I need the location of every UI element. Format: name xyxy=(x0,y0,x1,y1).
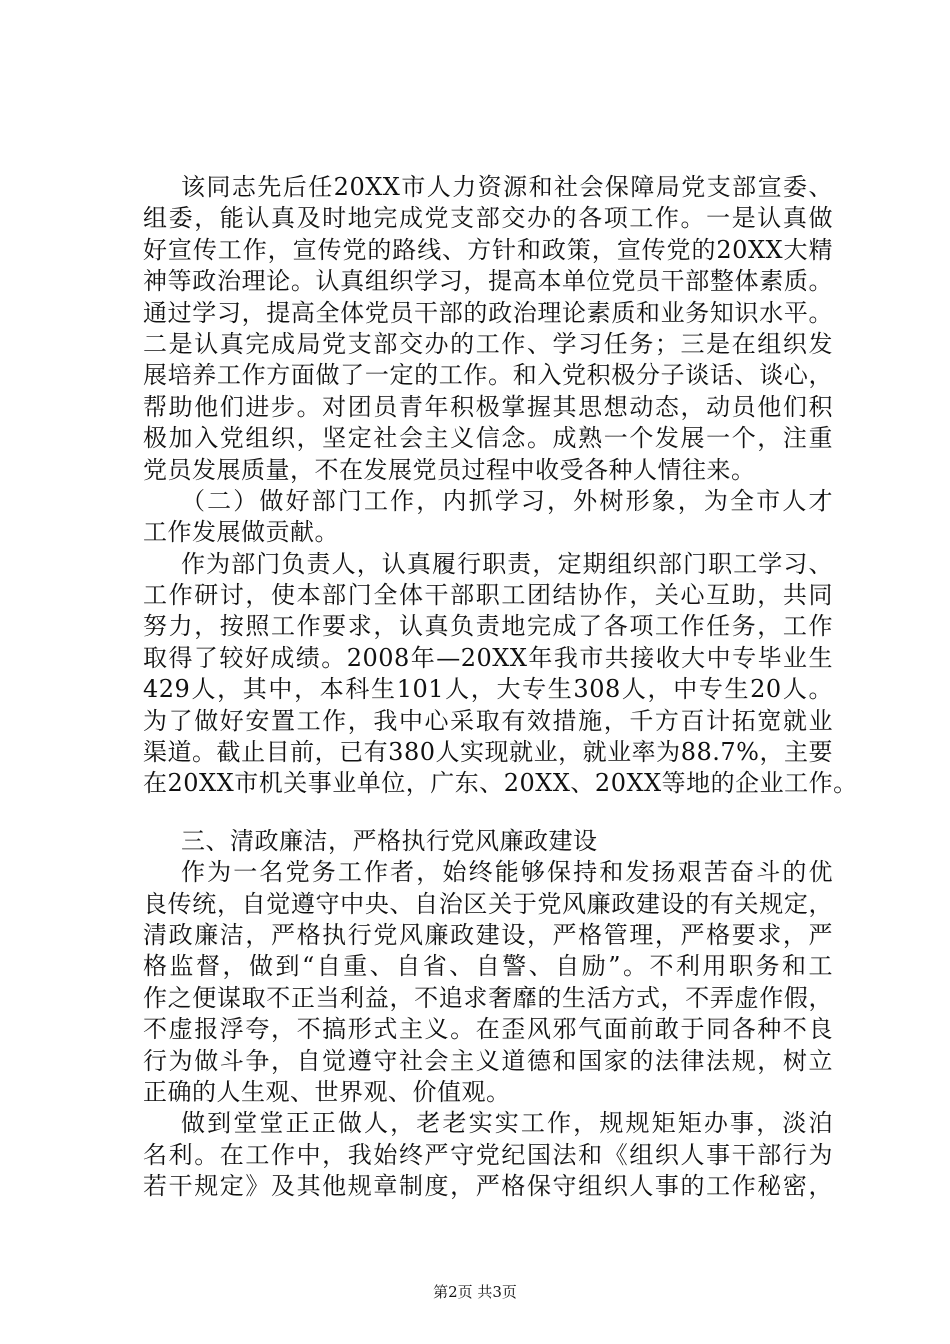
paragraph-2-line-6: 为了做好安置工作，我中心采取有效措施，千方百计拓宽就业 xyxy=(143,706,833,735)
paragraph-4-line-1: 做到堂堂正正做人，老老实实工作，规规矩矩办事，淡泊 xyxy=(181,1109,833,1138)
paragraph-1-line-4: 神等政治理论。认真组织学习，提高本单位党员干部整体素质。 xyxy=(143,267,833,296)
paragraph-2-line-4: 取得了较好成绩。2008年—20XX年我市共接收大中专毕业生 xyxy=(143,643,833,672)
paragraph-1-line-1: 该同志先后任20XX市人力资源和社会保障局党支部宣委、 xyxy=(181,173,833,201)
paragraph-2-line-5: 429人，其中，本科生101人，大专生308人，中专生20人。 xyxy=(143,675,833,704)
paragraph-1-line-6: 二是认真完成局党支部交办的工作、学习任务；三是在组织发 xyxy=(143,329,833,358)
paragraph-1-line-3: 好宣传工作，宣传党的路线、方针和政策，宣传党的20XX大精 xyxy=(143,235,833,264)
paragraph-4-line-2: 名利。在工作中，我始终严守党纪国法和《组织人事干部行为 xyxy=(143,1140,833,1169)
section-heading-3: 三、清政廉洁，严格执行党风廉政建设 xyxy=(181,826,598,855)
paragraph-2-line-2: 工作研讨，使本部门全体干部职工团结协作，关心互助，共同 xyxy=(143,581,833,610)
paragraph-3-line-5: 作之便谋取不正当利益，不追求奢靡的生活方式，不弄虚作假， xyxy=(143,983,833,1012)
paragraph-1-line-10: 党员发展质量，不在发展党员过程中收受各种人情往来。 xyxy=(143,455,756,484)
paragraph-3-line-1: 作为一名党务工作者，始终能够保持和发扬艰苦奋斗的优 xyxy=(181,858,833,887)
paragraph-3-line-7: 行为做斗争，自觉遵守社会主义道德和国家的法律法规，树立 xyxy=(143,1046,833,1075)
page-number-footer: 第2页 共3页 xyxy=(433,1283,517,1301)
paragraph-2-line-8: 在20XX市机关事业单位，广东、20XX、20XX等地的企业工作。 xyxy=(143,769,858,798)
section-gap xyxy=(143,800,833,826)
subheading-2-line-1: （二）做好部门工作，内抓学习，外树形象，为全市人才 xyxy=(181,486,833,515)
paragraph-3-line-3: 清政廉洁，严格执行党风廉政建设，严格管理，严格要求，严 xyxy=(143,920,833,949)
paragraph-2-line-1: 作为部门负责人，认真履行职责，定期组织部门职工学习、 xyxy=(181,549,833,578)
paragraph-1-line-9: 极加入党组织，坚定社会主义信念。成熟一个发展一个，注重 xyxy=(143,424,833,453)
document-body xyxy=(143,172,858,1203)
paragraph-4-line-3: 若干规定》及其他规章制度，严格保守组织人事的工作秘密， xyxy=(143,1172,833,1201)
paragraph-2-line-7: 渠道。截止目前，已有380人实现就业，就业率为88.7%，主要 xyxy=(143,738,833,767)
subheading-2-line-2: 工作发展做贡献。 xyxy=(143,518,339,547)
paragraph-1-line-5: 通过学习，提高全体党员干部的政治理论素质和业务知识水平。 xyxy=(143,298,833,327)
paragraph-2-line-3: 努力，按照工作要求，认真负责地完成了各项工作任务，工作 xyxy=(143,612,833,641)
paragraph-1-line-8: 帮助他们进步。对团员青年积极掌握其思想动态，动员他们积 xyxy=(143,392,833,421)
paragraph-1-line-2: 组委，能认真及时地完成党支部交办的各项工作。一是认真做 xyxy=(143,204,833,233)
paragraph-3-line-6: 不虚报浮夸，不搞形式主义。在歪风邪气面前敢于同各种不良 xyxy=(143,1015,833,1044)
paragraph-3-line-4: 格监督，做到“自重、自省、自警、自励”。不利用职务和工 xyxy=(143,952,833,981)
paragraph-1-line-7: 展培养工作方面做了一定的工作。和入党积极分子谈话、谈心， xyxy=(143,361,833,390)
paragraph-3-line-8: 正确的人生观、世界观、价值观。 xyxy=(143,1077,511,1106)
paragraph-3-line-2: 良传统，自觉遵守中央、自治区关于党风廉政建设的有关规定， xyxy=(143,889,833,918)
